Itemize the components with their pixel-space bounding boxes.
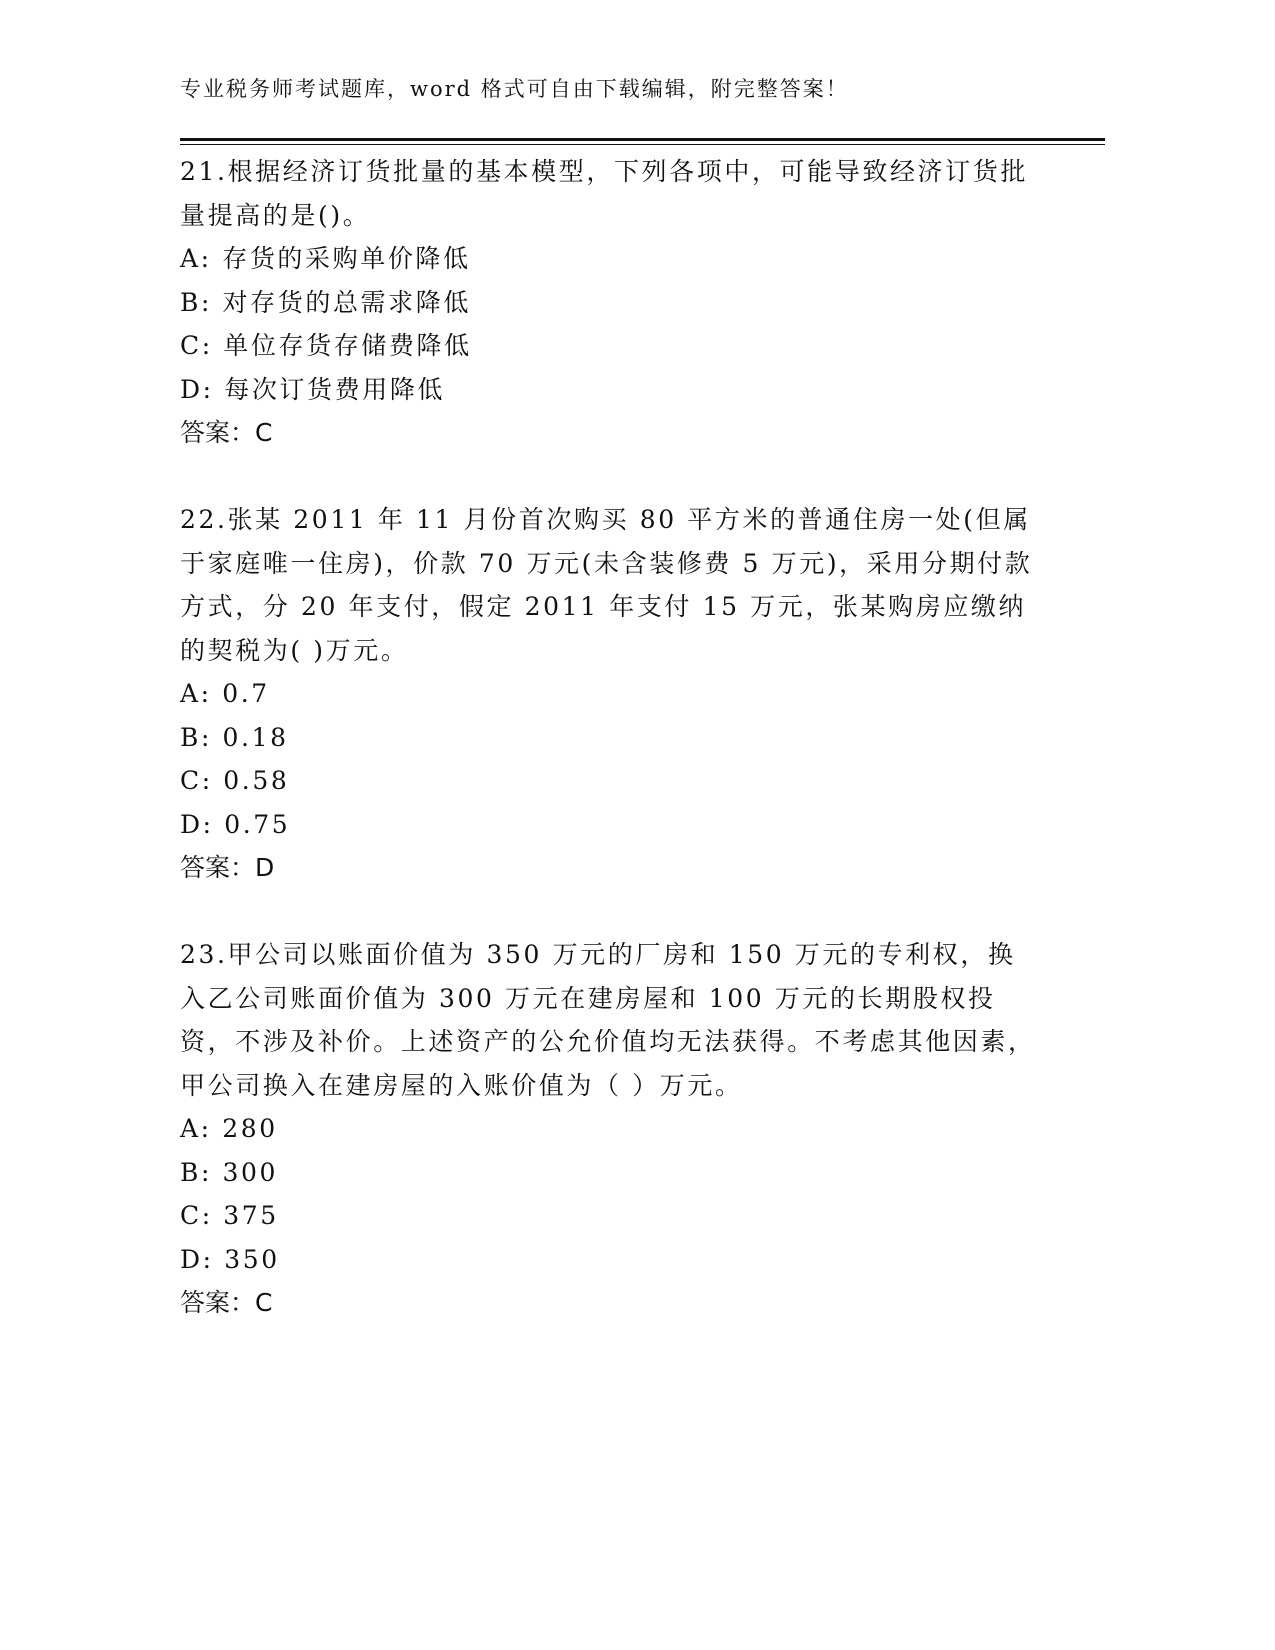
header-rule-thin [180,144,1105,145]
header-rule-thick [180,138,1105,141]
option-c: C: 375 [180,1201,279,1230]
option-a: A: 280 [180,1114,278,1143]
question-text: 23.甲公司以账面价值为 350 万元的厂房和 150 万元的专利权，换入乙公司账面价值为 300 万元在建房屋和 100 万元的长期股权投资，不涉及补价。上述资产的公允价值均无法获得。不考虑其他因素，甲公司换入在建房屋的入账价值为（ ）万元。 [180,940,1036,1100]
page-header: 专业税务师考试题库，word 格式可自由下载编辑，附完整答案！ [180,77,849,101]
question-22 [180,498,1040,890]
option-d: D: 350 [180,1244,280,1274]
question-spacer [180,455,1040,499]
answer-text: 答案：C [180,1288,273,1317]
answer-text: 答案：D [180,853,275,882]
question-spacer [180,890,1040,934]
answer-text: 答案：C [180,418,273,447]
option-a: A: 存货的采购单价降低 [180,244,471,273]
option-d: D: 0.75 [180,809,291,839]
question-list [180,150,1040,1325]
option-c: C: 单位存货存储费降低 [180,331,472,360]
option-c: C: 0.58 [180,766,290,795]
question-23 [180,933,1040,1325]
option-a: A: 0.7 [180,679,270,708]
question-text: 22.张某 2011 年 11 月份首次购买 80 平方米的普通住房一处(但属于家庭唯一住房)，价款 70 万元(未含装修费 5 万元)，采用分期付款方式，分 20 年支付，假定 2011 年支付 15 万元，张某购房应缴纳的契税为( )万元。 [180,505,1033,665]
question-text: 21.根据经济订货批量的基本模型，下列各项中，可能导致经济订货批量提高的是()。 [180,157,1028,230]
option-b: B: 对存货的总需求降低 [180,287,471,317]
option-d: D: 每次订货费用降低 [180,374,446,404]
option-b: B: 300 [180,1157,279,1187]
option-b: B: 0.18 [180,722,289,752]
question-21 [180,150,1040,455]
